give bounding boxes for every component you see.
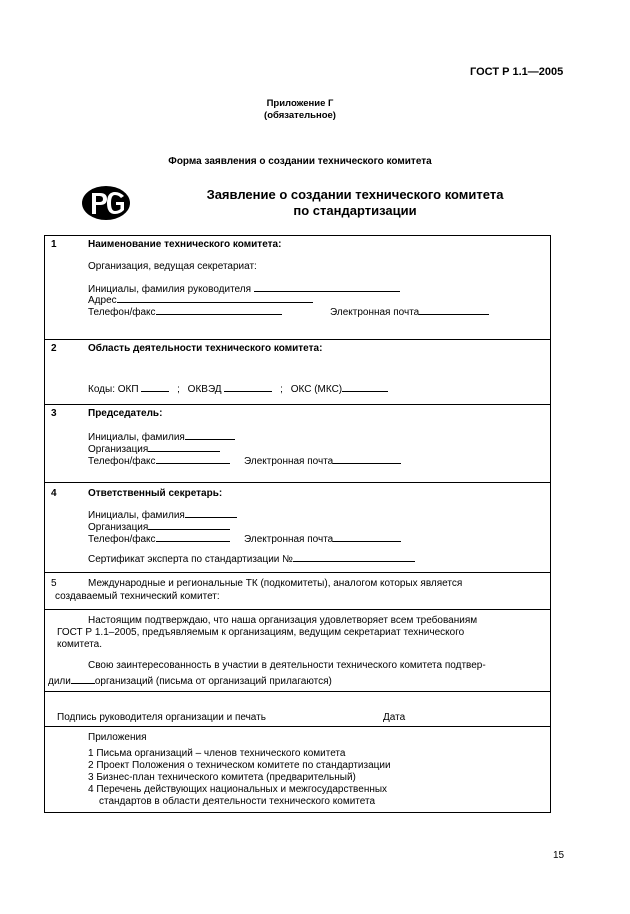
codes-separator-1: ; (177, 384, 180, 395)
section-3-number: 3 (51, 408, 57, 419)
confirm-p2-line1: Свою заинтересованность в участии в деятельности технического комитета подтвер- (88, 660, 486, 671)
chair-email-field[interactable] (244, 453, 401, 468)
section-1-title: Наименование технического комитета: (88, 239, 282, 250)
email-label-1: Электронная почта (330, 307, 420, 318)
confirm-p1-line1: Настоящим подтверждаю, что наша организация удовлетворяет всем требованиям (88, 615, 478, 626)
chair-org-label: Организация (88, 444, 149, 455)
application-form (44, 235, 551, 813)
expert-cert-line (293, 551, 415, 562)
attachment-item-continuation: стандартов в области деятельности технического комитета (99, 796, 376, 807)
secretary-phone-line (156, 531, 230, 542)
section-3-title: Председатель: (88, 408, 163, 419)
okp-label: Коды: ОКП (88, 384, 139, 395)
phone-field-1[interactable] (88, 304, 282, 319)
head-name-label: Инициалы, фамилия руководителя (88, 284, 252, 295)
email-field-1[interactable] (330, 304, 489, 319)
secretary-phone-label: Телефон/факс (88, 534, 156, 545)
section-4-title: Ответственный секретарь: (88, 488, 223, 499)
phone-line-1 (156, 304, 282, 315)
date-label: Дата (383, 712, 406, 723)
codes-row (88, 381, 388, 396)
chair-phone-line (156, 453, 230, 464)
application-title (160, 187, 550, 219)
confirm-p2-suffix: организаций (письма от организаций прилагаются) (94, 676, 332, 687)
secretary-email-line (333, 531, 401, 542)
oks-line[interactable] (342, 381, 388, 392)
phone-label-1: Телефон/факс (88, 307, 156, 318)
secretary-phone-field[interactable] (88, 531, 230, 546)
chair-org-line (148, 441, 220, 452)
section-5-line1: Международные и региональные ТК (подкомитеты), аналогом которых является (88, 578, 463, 589)
email-line-1 (419, 304, 489, 315)
section-2-number: 2 (51, 343, 57, 354)
okved-label: ОКВЭД (187, 384, 222, 395)
oks-label: ОКС (МКС) (290, 384, 343, 395)
confirm-p2-line2 (48, 673, 332, 688)
attachment-item: 2 Проект Положения о техническом комитете по стандартизации (88, 760, 391, 771)
annex-status: (обязательное) (264, 110, 336, 121)
chair-email-line (333, 453, 401, 464)
chair-email-label: Электронная почта (244, 456, 334, 467)
secretary-org-label: Организация (88, 522, 149, 533)
confirm-p1-line3: комитета. (57, 639, 103, 650)
codes-separator-2: ; (280, 384, 283, 395)
expert-cert-label: Сертификат эксперта по стандартизации № (88, 554, 293, 565)
secretary-name-label: Инициалы, фамилия (88, 510, 185, 521)
secretariat-org-label: Организация, ведущая секретариат: (88, 261, 257, 272)
section-5-number: 5 (51, 578, 57, 589)
divider (45, 609, 550, 610)
expert-cert-field[interactable] (88, 551, 415, 566)
secretary-email-field[interactable] (244, 531, 401, 546)
secretary-org-line (148, 519, 230, 530)
chair-phone-label: Телефон/факс (88, 456, 156, 467)
section-2-title: Область деятельности технического комитета: (88, 343, 323, 354)
rst-logo-icon (80, 184, 132, 222)
application-title-line2: по стандартизации (293, 203, 417, 218)
attachments-title: Приложения (88, 732, 147, 743)
secretary-email-label: Электронная почта (244, 534, 334, 545)
annex-title: Приложение Г (266, 98, 334, 109)
org-count-line[interactable] (71, 673, 95, 684)
chair-name-label: Инициалы, фамилия (88, 432, 185, 443)
divider (45, 404, 550, 405)
annex-heading (0, 98, 600, 122)
divider (45, 726, 550, 727)
confirm-p1-line2: ГОСТ Р 1.1–2005, предъявляемым к организациям, ведущим секретариат технического (57, 627, 465, 638)
address-line (117, 292, 313, 303)
secretary-name-line (185, 507, 237, 518)
divider (45, 339, 550, 340)
rst-logo (80, 184, 132, 227)
address-label: Адрес (88, 295, 117, 306)
divider (45, 482, 550, 483)
okved-line[interactable] (224, 381, 272, 392)
attachment-item: 4 Перечень действующих национальных и межгосударственных (88, 784, 388, 795)
head-name-line (254, 281, 400, 292)
attachment-item: 1 Письма организаций – членов технического комитета (88, 748, 346, 759)
page-number: 15 (553, 850, 565, 861)
form-title: Форма заявления о создании технического комитета (168, 156, 432, 167)
section-1-number: 1 (51, 239, 57, 250)
section-4-number: 4 (51, 488, 57, 499)
divider (45, 691, 550, 692)
confirm-p2-prefix: дили (48, 676, 71, 687)
application-title-line1: Заявление о создании технического комитета (206, 187, 504, 202)
divider (45, 572, 550, 573)
okp-line[interactable] (141, 381, 169, 392)
standard-code: ГОСТ Р 1.1—2005 (470, 66, 564, 78)
attachment-item: 3 Бизнес-план технического комитета (предварительный) (88, 772, 356, 783)
chair-phone-field[interactable] (88, 453, 230, 468)
chair-name-line (185, 429, 235, 440)
section-5-line2: создаваемый технический комитет: (55, 591, 220, 602)
signature-label: Подпись руководителя организации и печать (57, 712, 266, 723)
